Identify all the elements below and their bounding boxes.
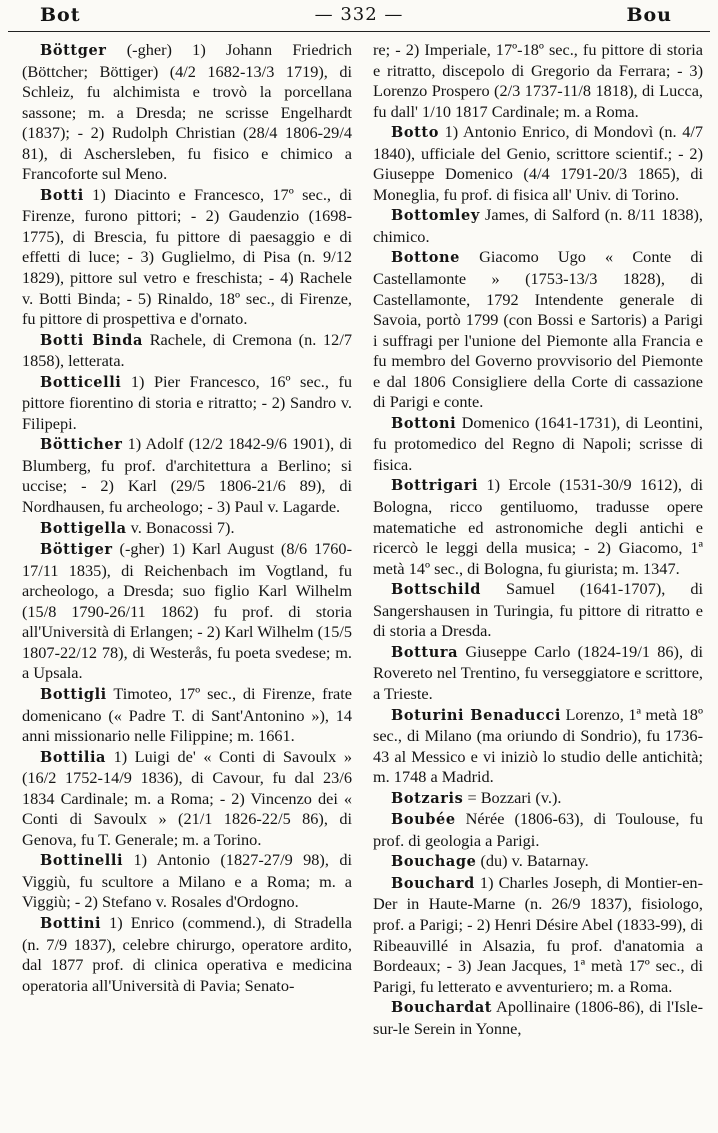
page-number: — 332 — <box>314 4 404 25</box>
entry-headword: Bouchage <box>391 853 477 871</box>
dictionary-entry <box>22 185 352 330</box>
dictionary-entry <box>373 247 703 412</box>
dictionary-entry <box>373 579 703 642</box>
entry-headword: Botto <box>391 124 439 142</box>
left-column <box>22 40 352 996</box>
entry-text: v. Bonacossi 7). <box>126 517 235 537</box>
dictionary-entry <box>22 330 352 372</box>
entry-headword: Botzaris <box>391 789 464 807</box>
dictionary-entry <box>22 684 352 747</box>
dictionary-entry <box>373 475 703 579</box>
entry-headword: Bottini <box>40 914 102 932</box>
entry-text: 1) Pier Francesco, 16º sec., fu pittore fiorentino di storia e ritratto; - 2) Sandro v. Filipepi. <box>22 371 352 433</box>
dictionary-entry <box>22 539 352 684</box>
entry-headword: Bottura <box>391 643 459 661</box>
dictionary-entry <box>373 997 703 1039</box>
dictionary-entry <box>373 40 703 122</box>
header-left-guide-word: Bot <box>40 4 81 26</box>
entry-text: Timoteo, 17º sec., di Firenze, frate domenicano (« Padre T. di Sant'Antonino »), 14 anni missionario nelle Filippine; m. 1661. <box>22 683 352 746</box>
entry-text: Lorenzo, 1ª metà 18º sec., di Milano (ma oriundo di Sondrio), fu 1736-43 al Messico e vi iniziò lo studio delle antichità; m. 1748 a Madrid. <box>373 704 703 787</box>
entry-text: Samuel (1641-1707), di Sangershausen in Turingia, fu pittore di ritratto e di storia a Dresda. <box>373 579 703 641</box>
entry-text: Nérée (1806-63), di Toulouse, fu prof. di geologia a Parigi. <box>373 809 703 850</box>
dictionary-entry <box>373 705 703 788</box>
entry-headword: Bottilia <box>40 748 107 766</box>
dictionary-entry <box>373 809 703 851</box>
dictionary-entry <box>373 205 703 247</box>
entry-headword: Botti Binda <box>40 331 143 349</box>
entry-headword: Böttger <box>40 42 107 59</box>
entry-text: James, di Salford (n. 8/11 1838), chimico. <box>373 205 703 246</box>
entry-text: (du) v. Batarnay. <box>476 851 589 871</box>
entry-headword: Boubée <box>391 811 456 829</box>
dictionary-entry <box>22 850 352 913</box>
dictionary-entry <box>373 413 703 476</box>
header-rule <box>8 31 710 32</box>
dictionary-entry <box>22 518 352 540</box>
entry-headword: Böttiger <box>40 541 113 559</box>
entry-text: 1) Charles Joseph, di Montier-en-Der in Haute-Marne (n. 26/9 1837), fisiologo, prof. a Parigi; - 2) Henri Désire Abel (1833-99), di Ribeauvillé in Alsazia, fu prof. d'anatomia a Bordeaux; - 3) Jean Jacques, 1ª metà 17º sec., di Parigi, fu letterato e avventuriero; m. a Roma. <box>373 872 703 996</box>
entry-text: Domenico (1641-1731), di Leontini, fu protomedico del Regno di Napoli; scrisse di fisica. <box>373 412 703 474</box>
entry-headword: Boturini Benaducci <box>391 706 561 724</box>
dictionary-entry <box>22 747 352 851</box>
entry-text: Giuseppe Carlo (1824-19/1 86), di Rovereto nel Trentino, fu verseggiatore e scrittore, a Trieste. <box>373 641 703 703</box>
entry-headword: Bottoni <box>391 414 457 432</box>
entry-text: re; - 2) Imperiale, 17º-18º sec., fu pittore di storia e ritratto, discepolo di Gregorio da Ferrara; - 3) Lorenzo Prospero (2/3 1737-11/8 1818), di Lucca, fu dall' 1/10 1817 Cardinale; m. a Roma. <box>373 40 703 121</box>
entry-headword: Bottrigari <box>391 477 479 495</box>
page-header <box>0 0 718 30</box>
entry-headword: Bottinelli <box>40 852 124 870</box>
entry-headword: Bottigli <box>40 685 107 703</box>
right-column <box>373 40 703 1039</box>
entry-text: (-gher) 1) Karl August (8/6 1760-17/11 1835), di Reichenbach im Vogtland, fu archeologo, a Dresda; suo figlio Karl Wilhelm (15/8 1790-26/11 1862) fu prof. di storia all'Università di Erlangen; - 2) Karl Wilhelm (15/5 1807-22/12 78), di Westerås, fu poeta svedese; m. a Upsala. <box>22 539 352 683</box>
dictionary-entry <box>22 434 352 517</box>
dictionary-entry <box>373 851 703 873</box>
dictionary-entry <box>373 873 703 997</box>
dictionary-entry <box>373 788 703 810</box>
entry-text: 1) Ercole (1531-30/9 1612), di Bologna, ricco gentiluomo, tradusse opere matematiche ed astronomiche degli antichi e ricercò le leggi della musica; - 2) Giacomo, 1ª metà 14º sec., di Bologna, fu giurista; m. 1347. <box>373 475 703 578</box>
entry-headword: Bottone <box>391 249 460 267</box>
entry-text: 1) Antonio (1827-27/9 98), di Viggiù, fu scultore a Milano e a Roma; m. a Viggiù; - 2) Stefano v. Rosales d'Ordogno. <box>22 850 352 912</box>
entry-headword: Bouchardat <box>391 999 493 1017</box>
entry-text: 1) Antonio Enrico, di Mondovì (n. 4/7 1840), ufficiale del Genio, scrittore scientif.; - 2) Giuseppe Domenico (4/4 1791-20/3 1865), di Moneglia, fu prof. di fisica all' Univ. di Torino. <box>373 122 703 204</box>
entry-text: 1) Adolf (12/2 1842-9/6 1901), di Blumberg, fu prof. d'architettura a Berlino; si uccise; - 2) Karl (29/5 1806-21/6 89), di Nordhausen, fu archeologo; - 3) Paul v. Lagarde. <box>22 434 352 517</box>
entry-text: Apollinaire (1806-86), di l'Isle-sur-le Serein in Yonne, <box>373 997 703 1038</box>
header-right-guide-word: Bou <box>626 4 672 26</box>
dictionary-entry <box>22 913 352 996</box>
entry-headword: Botti <box>40 186 84 204</box>
entry-text: 1) Diacinto e Francesco, 17º sec., di Firenze, furono pittori; - 2) Gaudenzio (1698-1775), di Brescia, fu pittore di paesaggio e di effetti di luce; - 3) Guglielmo, di Pisa (n. 9/12 1829), pittore sul vetro e freschista; - 4) Rachele v. Botti Binda; - 5) Rinaldo, 18º sec., di Firenze, fu pittore di prospettiva e d'ornato. <box>22 184 352 329</box>
entry-headword: Böttichеr <box>40 436 123 454</box>
dictionary-entry <box>373 642 703 705</box>
entry-text: = Bozzari (v.). <box>463 787 562 807</box>
entry-text: 1) Enrico (commend.), di Stradella (n. 7/9 1837), celebre chirurgo, operatore ardito, dal 1877 prof. di clinica operativa e medicina operatoria all'Università di Pavia; Senato- <box>22 912 352 995</box>
entry-text: 1) Luigi de' « Conti di Savoulx » (16/2 1752-14/9 1836), di Cavour, fu dal 23/6 1834 Cardinale; m. a Roma; - 2) Vincenzo dei « Conti di Savoulx » (21/1 1826-22/5 86), di Genova, fu T. Generale; m. a Torino. <box>22 746 352 849</box>
entry-text: Giacomo Ugo « Conte di Castellamonte » (1753-13/3 1828), di Castellamonte, 1792 Intendente generale di Savoia, portò 1799 (con Bossi e Sartoris) a Parigi i suffragi per l'unione del Piemonte alla Francia e fu membro del Governo provvisorio del Piemonte e dal 1806 Consigliere della Corte di cassazione di Parigi e conte. <box>373 247 703 412</box>
entry-text: Rachele, di Cremona (n. 12/7 1858), letterata. <box>22 329 352 371</box>
entry-text: (-gher) 1) Johann Friedrich (Böttcher; Böttiger) (4/2 1682-13/3 1719), di Schleiz, fu alchimista e trovò la porcellana sassone; m. a Dresda; ne scrisse Engelhardt (1837); - 2) Rudolph Christian (28/4 1806-29/4 81), di Aschersleben, fu fisico e chimico a Francoforte sul Meno. <box>22 40 352 184</box>
dictionary-entry <box>373 122 703 205</box>
dictionary-entry <box>22 372 352 435</box>
entry-headword: Bottomley <box>391 207 480 225</box>
entry-headword: Botticelli <box>40 373 122 391</box>
entry-headword: Bottigella <box>40 519 127 537</box>
entry-headword: Bouchard <box>391 874 475 892</box>
dictionary-entry <box>22 40 352 185</box>
entry-headword: Bottschild <box>391 581 482 599</box>
